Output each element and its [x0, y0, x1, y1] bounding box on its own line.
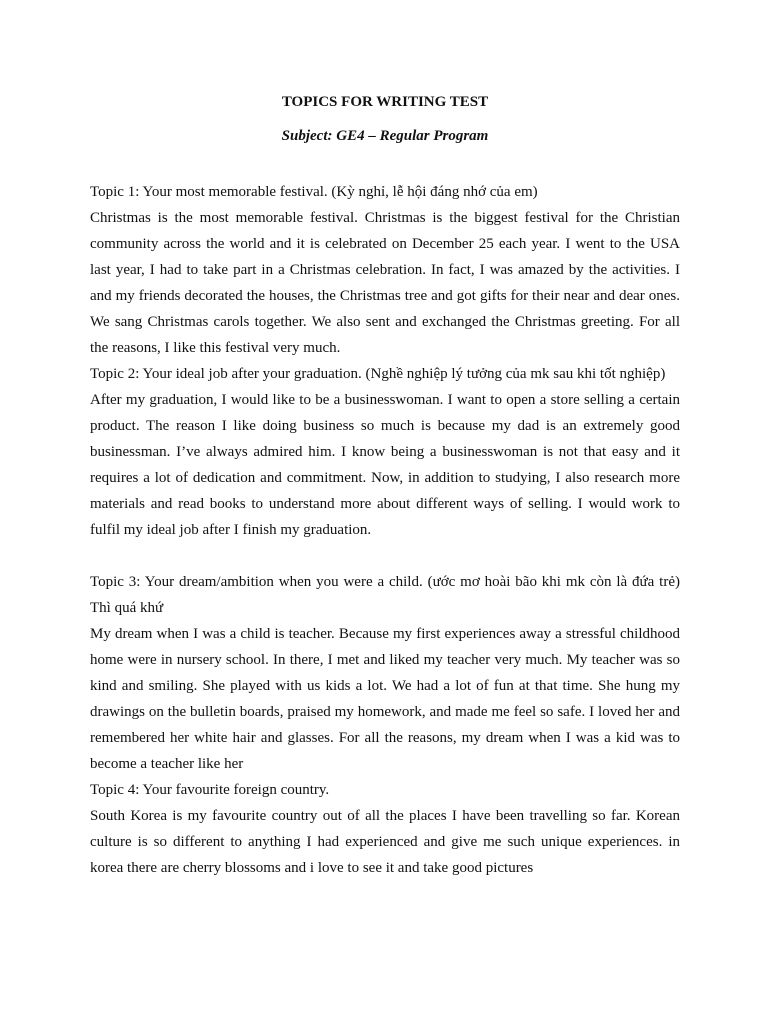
topic-3-heading: Topic 3: Your dream/ambition when you were a child. (ước mơ hoài bão khi mk còn là đứa trẻ) Thì quá khứ — [90, 574, 680, 616]
topic-1-heading: Topic 1: Your most memorable festival. (Kỳ nghỉ, lễ hội đáng nhớ của em) — [90, 184, 538, 200]
document-title: TOPICS FOR WRITING TEST — [281, 94, 489, 110]
document-body — [90, 179, 680, 881]
document-page — [90, 92, 680, 881]
paragraph-spacer — [90, 543, 680, 569]
topic-2-heading: Topic 2: Your ideal job after your graduation. (Nghề nghiệp lý tưởng của mk sau khi tốt nghiệp) — [90, 366, 666, 382]
topic-4-answer: South Korea is my favourite country out of all the places I have been travelling so far. Korean culture is so different to anything I had experienced and give me such unique experiences. in korea there are cherry blossoms and i love to see it and take good pictures — [90, 808, 680, 876]
topic-3-answer: My dream when I was a child is teacher. Because my first experiences away a stressful childhood home were in nursery school. In there, I met and liked my teacher very much. My teacher was so kind and smiling. She played with us kids a lot. We had a lot of fun at that time. She hung my drawings on the bulletin boards, praised my homework, and made me feel so safe. I loved her and remembered her white hair and glasses. For all the reasons, my dream when I was a kid was to become a teacher like her — [90, 626, 680, 772]
topic-1-answer: Christmas is the most memorable festival. Christmas is the biggest festival for the Christian community across the world and it is celebrated on December 25 each year. I went to the USA last year, I had to take part in a Christmas celebration. In fact, I was amazed by the activities. I and my friends decorated the houses, the Christmas tree and got gifts for their near and dear ones. We sang Christmas carols together. We also sent and exchanged the Christmas greeting. For all the reasons, I like this festival very much. — [90, 210, 680, 356]
topic-4-heading: Topic 4: Your favourite foreign country. — [90, 782, 330, 798]
document-subtitle: Subject: GE4 – Regular Program — [281, 128, 489, 144]
topic-2-answer: After my graduation, I would like to be a businesswoman. I want to open a store selling a certain product. The reason I like doing business so much is because my dad is an extremely good businessman. I’ve always admired him. I know being a businesswoman is not that easy and it requires a lot of dedication and commitment. Now, in addition to studying, I also research more materials and read books to understand more about different ways of selling. I would work to fulfil my ideal job after I finish my graduation. — [90, 392, 680, 538]
